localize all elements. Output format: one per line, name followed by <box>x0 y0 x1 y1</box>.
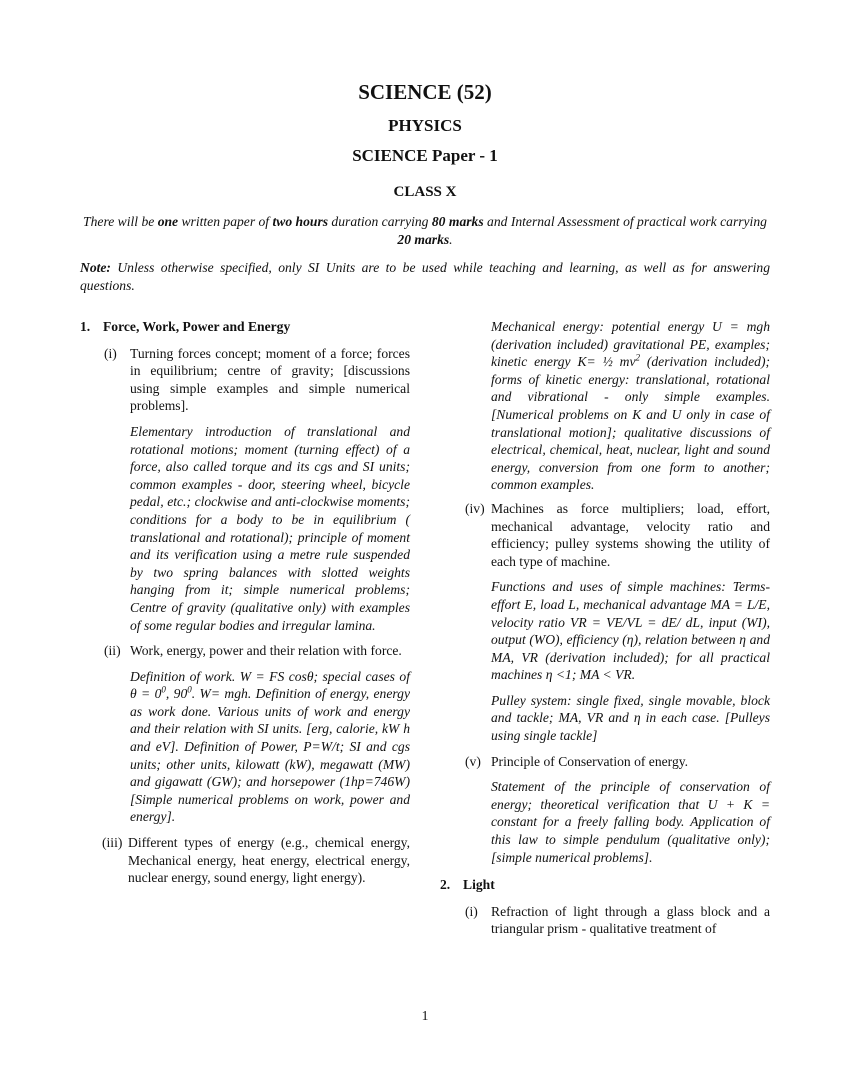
intro-paragraph <box>80 213 770 249</box>
item-number-spacer <box>440 318 491 494</box>
intro-bold: two hours <box>272 214 329 229</box>
list-item <box>80 642 410 826</box>
item-text: Principle of Conservation of energy. <box>491 753 689 769</box>
item-text: Refraction of light through a glass block and a triangular prism - qualitative treatment of <box>491 903 770 937</box>
left-column <box>80 318 410 895</box>
item-number: (iv) <box>465 500 485 516</box>
list-item <box>440 903 770 938</box>
item-number: (iii) <box>102 835 123 851</box>
detail-text: Definition of work. W = FS cosθ; special cases of θ = 0 <box>130 668 410 702</box>
item-text: Different types of energy (e.g., chemical energy, Mechanical energy, heat energy, electrical energy, nuclear energy, sound energy, light energy). <box>128 835 410 886</box>
right-column <box>440 318 770 946</box>
intro-text: duration carrying <box>328 214 432 229</box>
section-title: Light <box>463 877 495 893</box>
item-text: Turning forces concept; moment of a force; forces in equilibrium; centre of gravity; [discussions using simple examples and simple numerical problems]. <box>130 345 410 414</box>
section-number: 1. <box>80 319 91 334</box>
note-label: Note: <box>80 260 111 275</box>
superscript: 0 <box>187 684 192 695</box>
intro-text: There will be <box>83 214 158 229</box>
list-item-continued <box>440 318 770 494</box>
item-number: (i) <box>104 345 117 361</box>
note-text: Unless otherwise specified, only SI Units are to be used while teaching and learning, as well as for answering questions. <box>80 260 770 293</box>
section-2-heading <box>440 876 770 894</box>
intro-text: and Internal Assessment of practical work carrying <box>483 214 767 229</box>
list-item <box>80 834 410 887</box>
subject-heading: PHYSICS <box>388 116 462 135</box>
item-text: Work, energy, power and their relation with force. <box>130 643 402 659</box>
item-number: (ii) <box>104 643 121 659</box>
section-1-heading <box>80 318 410 336</box>
section-title: Force, Work, Power and Energy <box>103 319 291 334</box>
detail-text: Mechanical energy: potential energy U = mgh (derivation included) gravitational PE, examples; kinetic energy K= ½ mv <box>491 319 770 370</box>
section-number: 2. <box>440 877 451 893</box>
class-heading: CLASS X <box>393 184 457 200</box>
item-number: (v) <box>465 753 481 769</box>
list-item <box>440 753 770 867</box>
page-title: SCIENCE (52) <box>358 80 492 104</box>
list-item <box>80 345 410 635</box>
intro-text: . <box>449 232 453 247</box>
item-detail <box>130 668 410 826</box>
item-detail <box>491 318 770 494</box>
detail-text: . W= mgh. Definition of energy, energy as work done. Various units of work and energy and their relation with SI units. [erg, calorie, kW h and eV]. Definition of Power, P=W/t; SI and cgs units; other units, kilowatt (kW), megawatt (MW) and gigawatt (GW); and horsepower (1hp=746W) [Simple numerical problems on work, power and energy]. <box>130 686 411 825</box>
item-detail: Functions and uses of simple machines: Terms- effort E, load L, mechanical advantage MA = L/E, velocity ratio VR = VE/VL = dE/ dL, input (WI), output (WO), efficiency (η), relation between η and MA, VR (derivation included); for all practical machines η <1; MA < VR. <box>491 579 770 683</box>
intro-bold: 80 marks <box>431 214 484 229</box>
intro-text: written paper of <box>178 214 273 229</box>
item-text: Machines as force multipliers; load, effort, mechanical advantage, velocity ratio and efficiency; pulley systems showing the utility of each type of machine. <box>491 500 770 569</box>
list-item <box>440 500 770 745</box>
superscript: 0 <box>161 684 166 695</box>
detail-text: (derivation included); forms of kinetic energy: translational, rotational and vibrational - only simple examples. [Numerical problems on K and U only in case of translational motion]; qualitative discussions of electrical, chemical, heat, nuclear, light and sound energy, conversion from one form to another; common examples. <box>491 354 770 493</box>
detail-text: , 90 <box>165 686 188 702</box>
superscript: 2 <box>635 352 640 363</box>
note-paragraph <box>80 259 770 295</box>
item-detail: Pulley system: single fixed, single movable, block and tackle; MA, VR and η in each case. [Pulleys using single tackle] <box>491 692 770 744</box>
intro-bold: 20 marks <box>397 232 450 247</box>
page-number: 1 <box>421 1008 429 1023</box>
item-number: (i) <box>465 903 478 919</box>
paper-heading: SCIENCE Paper - 1 <box>352 146 498 165</box>
item-detail: Elementary introduction of translational and rotational motions; moment (turning effect) of a force, also called torque and its cgs and SI units; common examples - door, steering wheel, bicycle pedal, etc.; clockwise and anti-clockwise moments; conditions for a body to be in equilibrium ( translational and rotational); principle of moment and its verification using a metre rule suspended by two spring balances with slotted weights hanging from it; simple numerical problems; Centre of gravity (qualitative only) with examples of some regular bodies and irregular lamina. <box>130 423 410 633</box>
item-detail: Statement of the principle of conservation of energy; theoretical verification that U + K = constant for a freely falling body. Application of this law to simple pendulum (qualitative only); [simple numerical problems]. <box>491 779 770 865</box>
intro-bold: one <box>157 214 179 229</box>
